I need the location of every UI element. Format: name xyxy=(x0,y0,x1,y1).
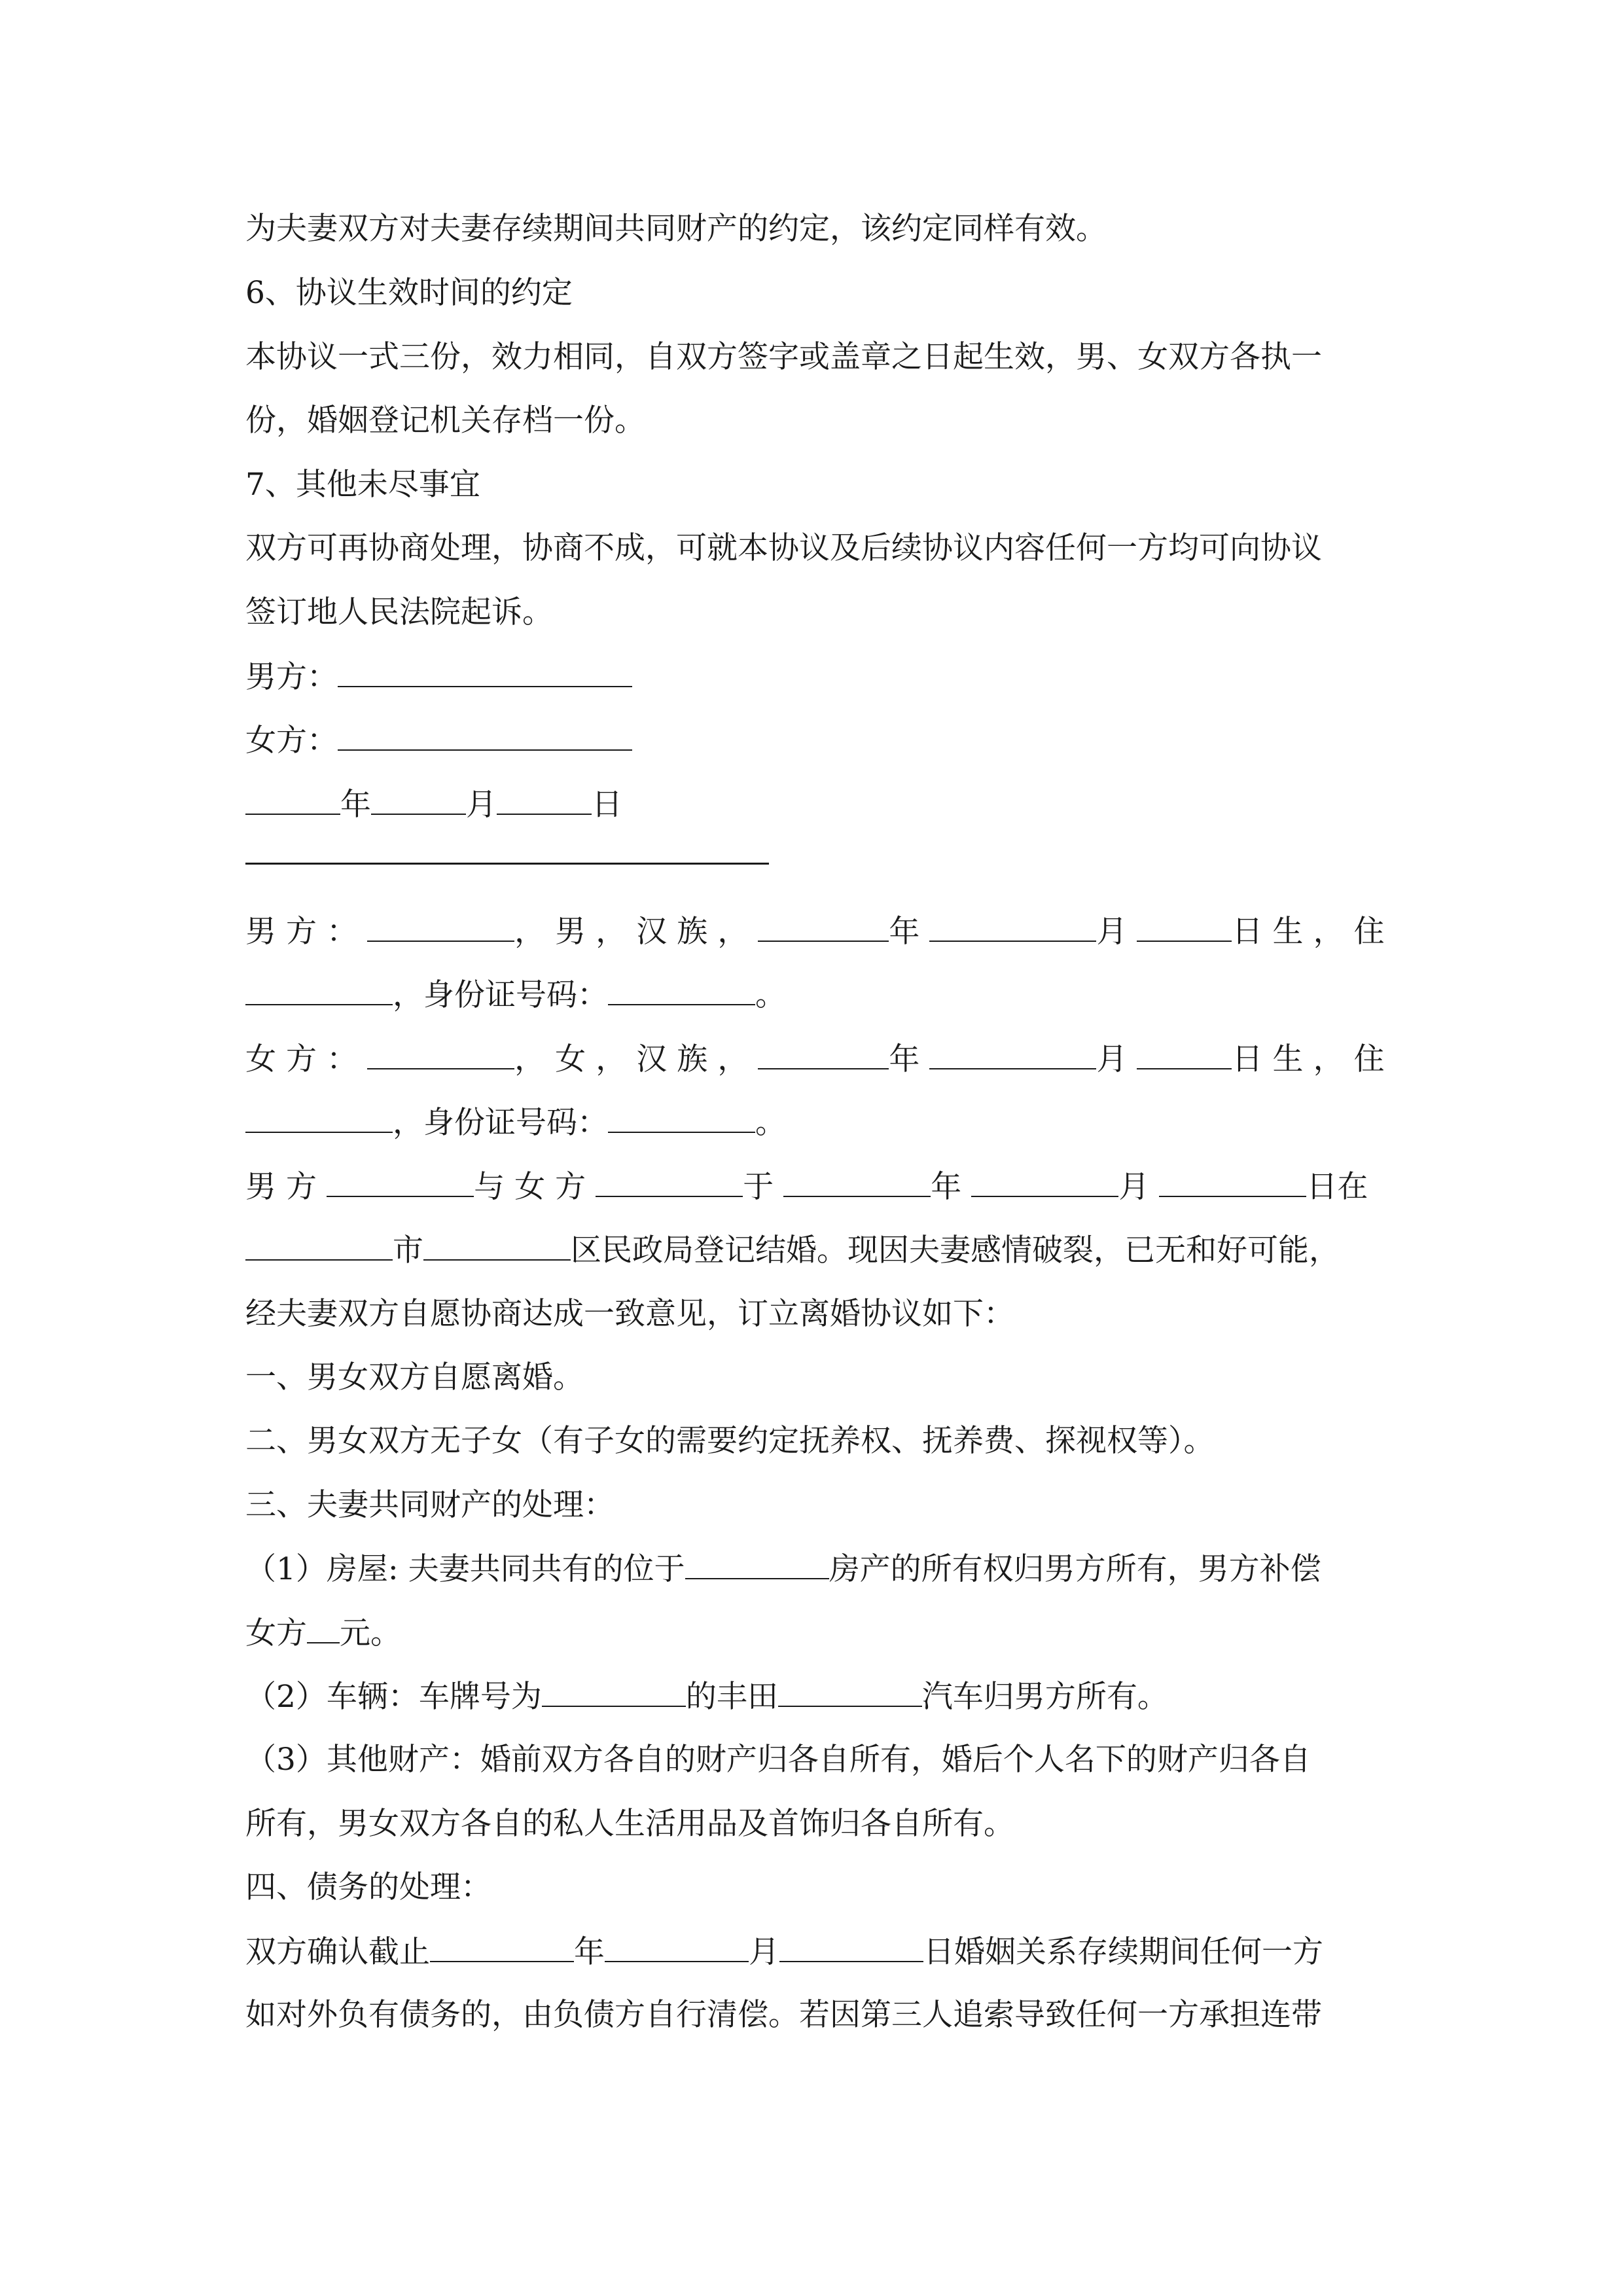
id-label: ，身份证号码： xyxy=(393,1105,608,1141)
period: 。 xyxy=(755,977,786,1013)
blank xyxy=(608,1103,755,1133)
month-label: 月 xyxy=(466,787,497,823)
born-label: 日生， xyxy=(1232,914,1354,950)
comma: ， xyxy=(514,1041,556,1077)
signature-line-man xyxy=(245,657,632,697)
year-label: 年 xyxy=(931,1169,972,1205)
blank xyxy=(758,912,889,942)
blank xyxy=(778,1677,922,1707)
period: 。 xyxy=(755,1105,786,1141)
man-short: 男方 xyxy=(245,1169,327,1205)
text-segment: 元。 xyxy=(340,1615,401,1651)
year-label: 年 xyxy=(889,1041,930,1077)
blank xyxy=(542,1677,686,1707)
clause-2: 二、男女双方无子女（有子女的需要约定抚养权、抚养费、探视权等）。 xyxy=(245,1423,1215,1459)
blank xyxy=(971,1167,1118,1197)
gender: 男， xyxy=(555,914,637,950)
text-line: （3）其他财产：婚前双方各自的财产归各自所有，婚后个人名下的财产归各自 xyxy=(245,1742,1311,1778)
text-segment: 女方 xyxy=(245,1615,307,1651)
date-line xyxy=(245,785,622,825)
registration-line xyxy=(245,1230,1340,1270)
blank xyxy=(371,785,466,815)
house-comp-line xyxy=(245,1613,401,1653)
blank xyxy=(245,975,393,1005)
blank xyxy=(929,912,1096,942)
ethnicity: 汉族， xyxy=(636,914,758,950)
city-label: 市 xyxy=(393,1232,423,1268)
blank xyxy=(1137,1039,1232,1069)
blank xyxy=(327,1167,474,1197)
blank xyxy=(605,1932,749,1962)
text-line: 双方可再协商处理，协商不成，可就本协议及后续协议内容任何一方均可向协议 xyxy=(245,530,1322,566)
gender: 女， xyxy=(555,1041,637,1077)
text-line: 如对外负有债务的，由负债方自行清偿。若因第三人追索导致任何一方承担连带 xyxy=(245,1997,1322,2033)
text-segment: 双方确认截止 xyxy=(245,1934,430,1970)
debt-line xyxy=(245,1932,1323,1972)
clause-4: 四、债务的处理： xyxy=(245,1869,491,1905)
house-line xyxy=(245,1549,1321,1589)
text-line: 签订地人民法院起诉。 xyxy=(245,594,553,630)
text-line: 所有，男女双方各自的私人生活用品及首饰归各自所有。 xyxy=(245,1806,1014,1842)
text-line: 经夫妻双方自愿协商达成一致意见，订立离婚协议如下： xyxy=(245,1296,1014,1332)
text-segment: 的丰田 xyxy=(685,1679,778,1715)
born-label: 日生， xyxy=(1232,1041,1354,1077)
woman-info-line xyxy=(245,1039,1385,1079)
signature-line-woman xyxy=(245,721,632,761)
marriage-line xyxy=(245,1167,1368,1207)
man-label: 男方： xyxy=(245,659,338,695)
month-label: 月 xyxy=(1096,914,1137,950)
signature-blank xyxy=(338,721,632,751)
ethnicity: 汉族， xyxy=(636,1041,758,1077)
blank xyxy=(685,1549,829,1579)
day-label: 日 xyxy=(592,787,622,823)
year-label: 年 xyxy=(574,1934,605,1970)
text-line: 本协议一式三份，效力相同，自双方签字或盖章之日起生效，男、女双方各执一 xyxy=(245,339,1322,375)
comma: ， xyxy=(514,914,556,950)
car-line xyxy=(245,1677,1168,1717)
day-at-label: 日在 xyxy=(1306,1169,1368,1205)
blank xyxy=(430,1932,574,1962)
month-label: 月 xyxy=(749,1934,779,1970)
text-segment: 日婚姻关系存续期间任何一方 xyxy=(923,1934,1323,1970)
text-segment: （2）车辆：车牌号为 xyxy=(245,1679,542,1715)
text-segment: （1）房屋: 夫妻共同共有的位于 xyxy=(245,1551,685,1587)
month-label: 月 xyxy=(1096,1041,1137,1077)
blank xyxy=(307,1613,340,1643)
text-line: 为夫妻双方对夫妻存续期间共同财产的约定，该约定同样有效。 xyxy=(245,211,1107,247)
live-label: 住 xyxy=(1353,1041,1385,1077)
year-label: 年 xyxy=(340,787,371,823)
blank xyxy=(1159,1167,1306,1197)
text-segment: 区民政局登记结婚。现因夫妻感情破裂，已无和好可能， xyxy=(571,1232,1340,1268)
blank xyxy=(758,1039,889,1069)
blank xyxy=(245,1230,393,1261)
month-label: 月 xyxy=(1118,1169,1160,1205)
blank xyxy=(1137,912,1232,942)
section-heading: 6、协议生效时间的约定 xyxy=(245,275,573,311)
blank xyxy=(608,975,755,1005)
blank xyxy=(783,1167,931,1197)
id-label: ，身份证号码： xyxy=(393,977,608,1013)
blank xyxy=(367,1039,514,1069)
blank xyxy=(596,1167,743,1197)
blank xyxy=(423,1230,571,1261)
live-label: 住 xyxy=(1353,914,1385,950)
year-label: 年 xyxy=(889,914,930,950)
blank xyxy=(245,785,340,815)
woman-id-line xyxy=(245,1103,786,1143)
man-id-line xyxy=(245,975,786,1015)
section-heading: 7、其他未尽事宜 xyxy=(245,467,480,503)
blank xyxy=(929,1039,1096,1069)
blank xyxy=(779,1932,923,1962)
man-info-line xyxy=(245,912,1385,952)
woman-label: 女方： xyxy=(245,723,338,759)
with-woman: 与女方 xyxy=(474,1169,596,1205)
text-segment: 房产的所有权归男方所有，男方补偿 xyxy=(829,1551,1321,1587)
on-label: 于 xyxy=(743,1169,784,1205)
separator-line xyxy=(245,863,769,865)
blank xyxy=(497,785,592,815)
woman-label: 女方： xyxy=(245,1041,368,1077)
blank xyxy=(367,912,514,942)
blank xyxy=(245,1103,393,1133)
signature-blank xyxy=(338,657,632,687)
clause-1: 一、男女双方自愿离婚。 xyxy=(245,1359,584,1395)
clause-3: 三、夫妻共同财产的处理： xyxy=(245,1487,615,1523)
text-line: 份，婚姻登记机关存档一份。 xyxy=(245,403,645,439)
man-label: 男方： xyxy=(245,914,368,950)
text-segment: 汽车归男方所有。 xyxy=(921,1679,1168,1715)
